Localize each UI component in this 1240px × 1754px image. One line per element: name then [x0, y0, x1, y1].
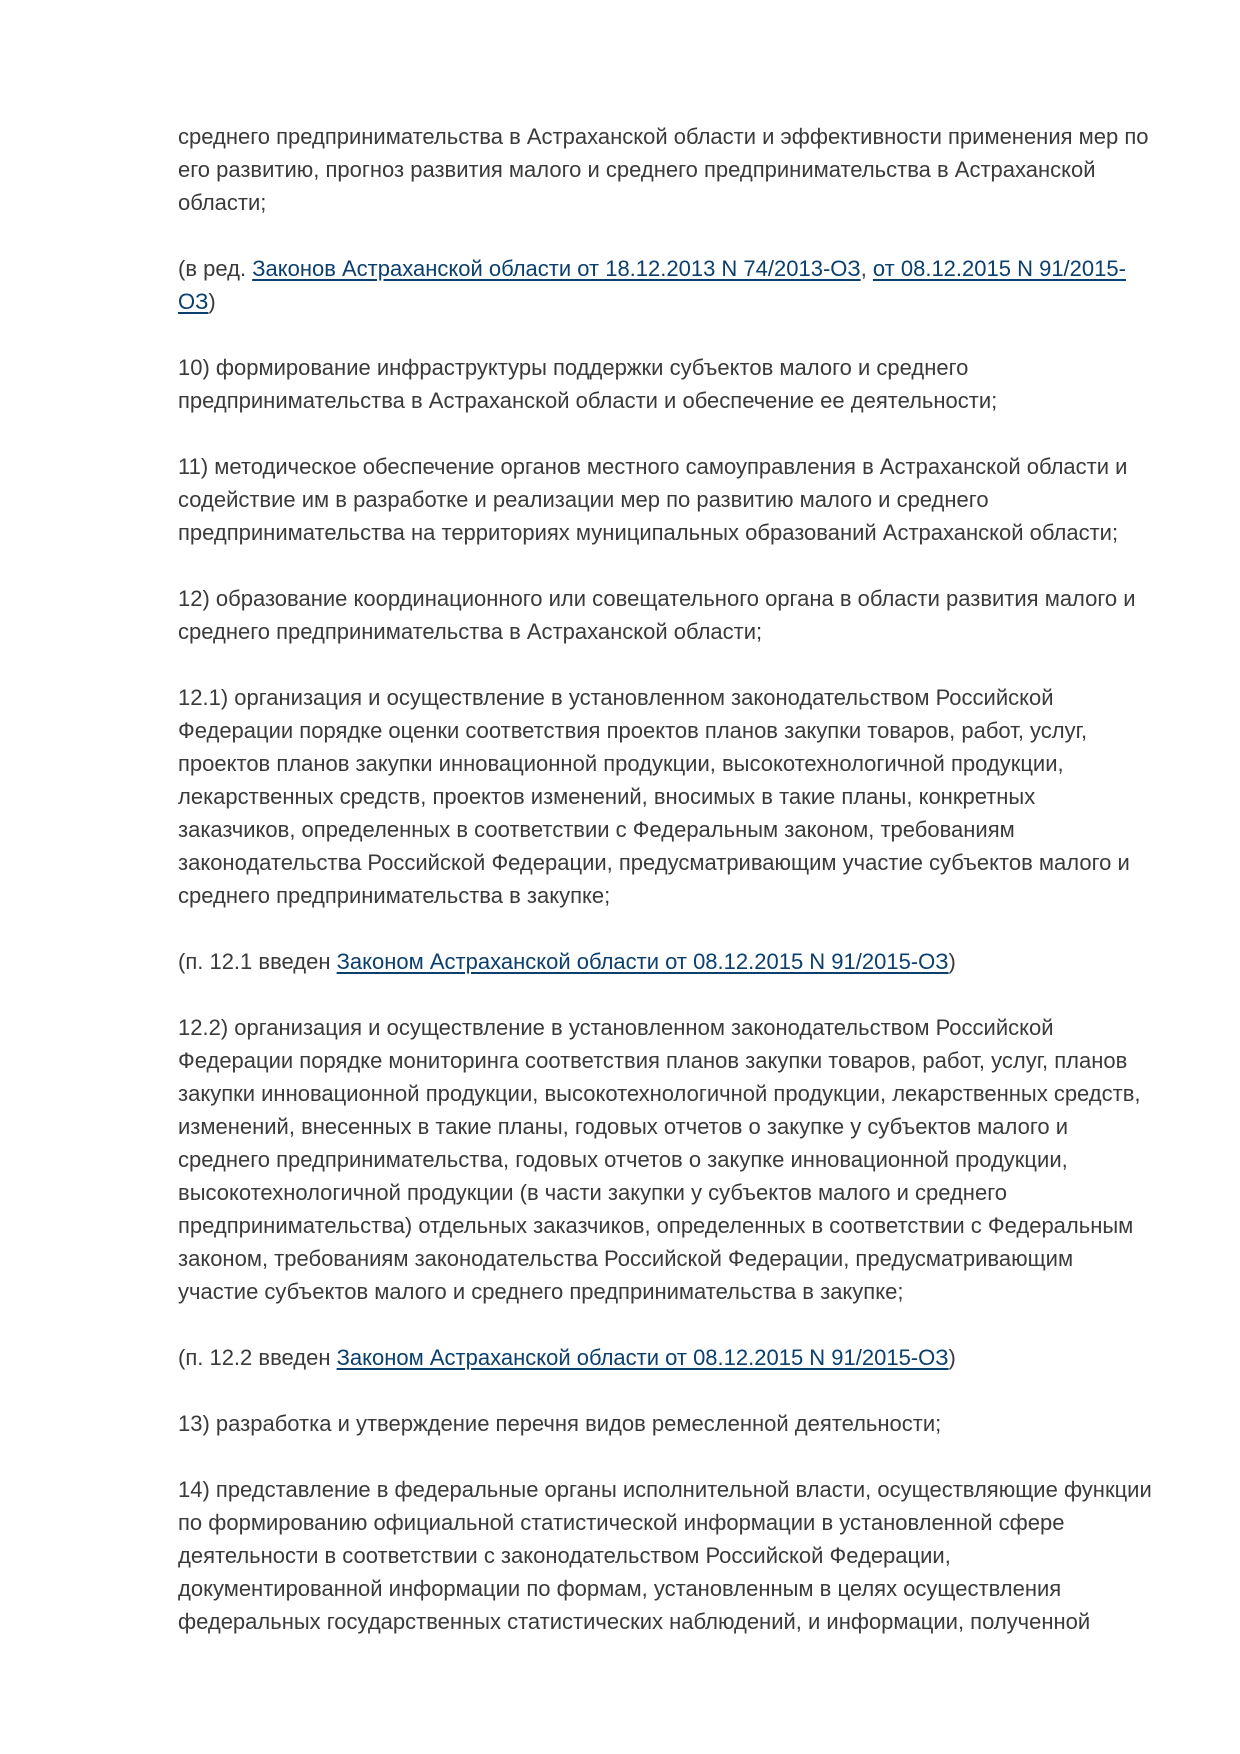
- paragraph-item-10: 10) формирование инфраструктуры поддержки субъектов малого и среднего предпринимательства в Астраханской области и обеспечение ее деятельности;: [178, 355, 998, 413]
- law-link-12-1[interactable]: Законом Астраханской области от 08.12.2015 N 91/2015-ОЗ: [336, 949, 949, 974]
- law-link-2013[interactable]: Законов Астраханской области от 18.12.2013 N 74/2013-ОЗ: [252, 256, 861, 281]
- amendment-prefix: (в ред.: [178, 256, 253, 281]
- paragraph-development-forecast: среднего предпринимательства в Астраханской области и эффективности применения мер по его развитию, прогноз развития малого и среднего предпринимательства в Астраханской области;: [178, 124, 1149, 215]
- paragraph-item-11: 11) методическое обеспечение органов местного самоуправления в Астраханской области и содействие им в разработке и реализации мер по развитию малого и среднего предпринимательства на территориях муниципальных образований Астраханской области;: [178, 454, 1128, 545]
- amendment-note-12-2: [178, 1341, 1158, 1374]
- paragraph-item-12-2: 12.2) организация и осуществление в установленном законодательством Российской Федерации порядке мониторинга соответствия планов закупки товаров, работ, услуг, планов закупки инновационной продукции, высокотехнологичной продукции, лекарственных средств, изменений, внесенных в такие планы, годовых отчетов о закупке у субъектов малого и среднего предпринимательства, годовых отчетов о закупке инновационной продукции, высокотехнологичной продукции (в части закупки у субъектов малого и среднего предпринимательства) отдельных заказчиков, определенных в соответствии с Федеральным законом, требованиям законодательства Российской Федерации, предусматривающим участие субъектов малого и среднего предпринимательства в закупке;: [178, 1015, 1141, 1304]
- law-link-12-2[interactable]: Законом Астраханской области от 08.12.2015 N 91/2015-ОЗ: [336, 1345, 949, 1370]
- amendment-prefix: (п. 12.1 введен: [178, 949, 337, 974]
- amendment-note-12-1: [178, 945, 1158, 978]
- paragraph-item-12-1: 12.1) организация и осуществление в установленном законодательством Российской Федерации порядке оценки соответствия проектов планов закупки товаров, работ, услуг, проектов планов закупки инновационной продукции, высокотехнологичной продукции, лекарственных средств, проектов изменений, вносимых в такие планы, конкретных заказчиков, определенных в соответствии с Федеральным законом, требованиям законодательства Российской Федерации, предусматривающим участие субъектов малого и среднего предпринимательства в закупке;: [178, 685, 1130, 908]
- amendment-prefix: (п. 12.2 введен: [178, 1345, 337, 1370]
- paragraph-item-12: 12) образование координационного или совещательного органа в области развития малого и среднего предпринимательства в Астраханской области;: [178, 586, 1136, 644]
- amendment-separator: ,: [860, 256, 873, 281]
- amendment-suffix: ): [208, 289, 216, 314]
- amendment-suffix: ): [948, 949, 956, 974]
- paragraph-item-13: 13) разработка и утверждение перечня видов ремесленной деятельности;: [178, 1411, 942, 1436]
- amendment-suffix: ): [948, 1345, 956, 1370]
- law-link-2015[interactable]: от 08.12.2015 N 91/2015-ОЗ: [178, 256, 1126, 314]
- paragraph-item-14: 14) представление в федеральные органы исполнительной власти, осуществляющие функции по формированию официальной статистической информации в установленной сфере деятельности в соответствии с законодательством Российской Федерации, документированной информации по формам, установленным в целях осуществления федеральных государственных статистических наблюдений, и информации, полученной: [178, 1477, 1152, 1634]
- document-page: [178, 120, 1158, 1671]
- amendment-note-1: [178, 252, 1158, 318]
